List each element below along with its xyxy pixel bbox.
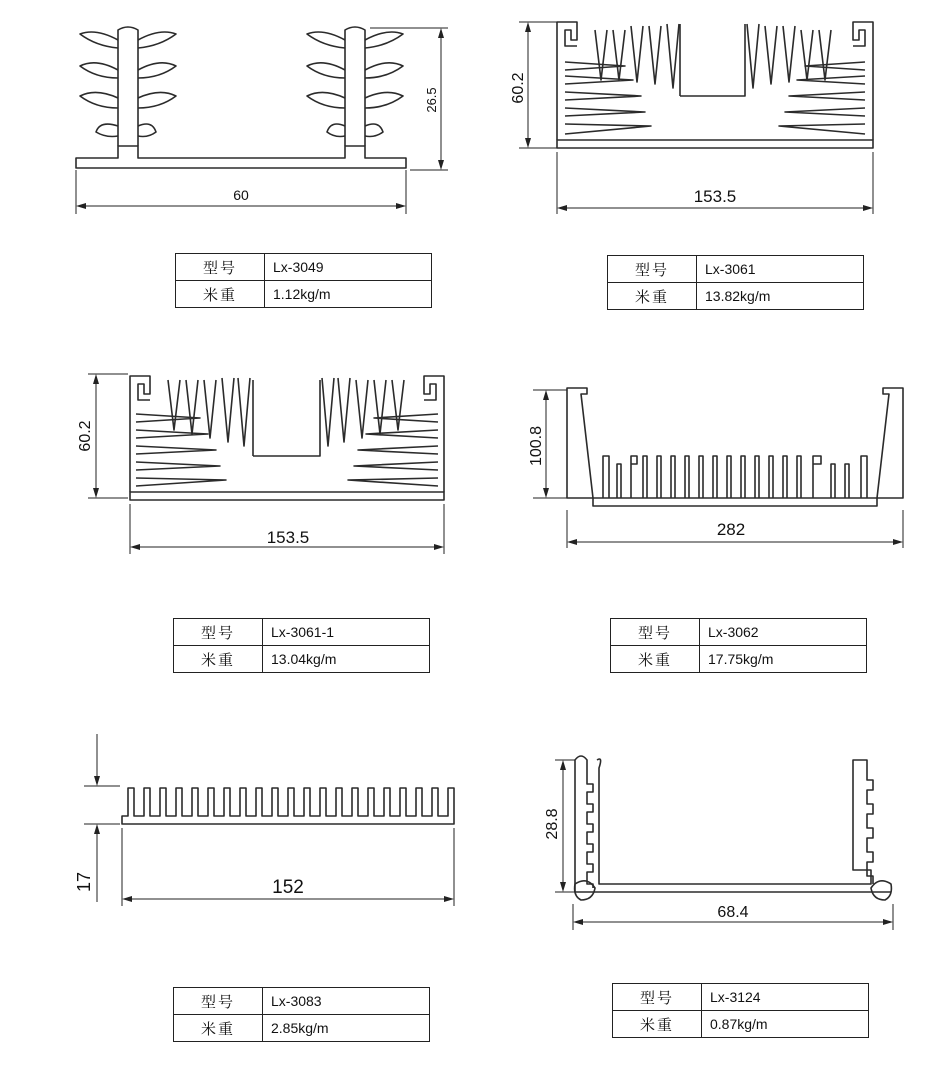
width-label: 282 [716,520,746,539]
right-fins [747,24,865,134]
left-fins [565,24,679,134]
model-label: 型号 [174,619,263,646]
spec-table [175,253,432,308]
weight-label: 米重 [608,283,697,310]
spec-table [612,983,869,1038]
weight-label: 米重 [611,646,700,673]
spec-table [173,618,430,673]
height-label: 100.8 [528,425,545,467]
spec-table [610,618,867,673]
weight-value: 13.04kg/m [263,646,430,673]
width-label: 60 [233,187,249,203]
height-label: 60.2 [510,72,527,104]
model-label: 型号 [608,256,697,283]
profile-lx-3083 [0,720,475,1080]
height-label: 26.5 [424,87,439,113]
model-value: Lx-3061 [697,256,864,283]
model-label: 型号 [176,254,265,281]
model-label: 型号 [174,988,263,1015]
left-fins [136,378,250,486]
weight-label: 米重 [176,281,265,308]
profile-lx-3061 [475,0,950,320]
weight-value: 1.12kg/m [265,281,432,308]
model-label: 型号 [613,984,702,1011]
weight-value: 17.75kg/m [700,646,867,673]
profile-lx-3062 [475,360,950,690]
weight-value: 13.82kg/m [697,283,864,310]
profile-lx-3061-1 [0,360,475,690]
profile-lx-3049 [0,0,475,320]
profile-lx-3124 [475,720,950,1080]
spec-table [607,255,864,310]
model-value: Lx-3061-1 [263,619,430,646]
model-value: Lx-3083 [263,988,430,1015]
width-label: 68.4 [717,904,749,921]
width-label: 153.5 [693,187,737,206]
weight-label: 米重 [613,1011,702,1038]
right-fins [322,378,438,486]
model-value: Lx-3062 [700,619,867,646]
spec-table [173,987,430,1042]
weight-label: 米重 [174,1015,263,1042]
height-label: 17 [74,871,94,893]
weight-value: 0.87kg/m [702,1011,869,1038]
weight-label: 米重 [174,646,263,673]
weight-value: 2.85kg/m [263,1015,430,1042]
fins [603,456,867,498]
model-label: 型号 [611,619,700,646]
model-value: Lx-3124 [702,984,869,1011]
model-value: Lx-3049 [265,254,432,281]
width-label: 153.5 [266,528,310,547]
width-label: 152 [272,877,304,898]
height-label: 60.2 [77,420,94,452]
height-label: 28.8 [544,808,561,840]
